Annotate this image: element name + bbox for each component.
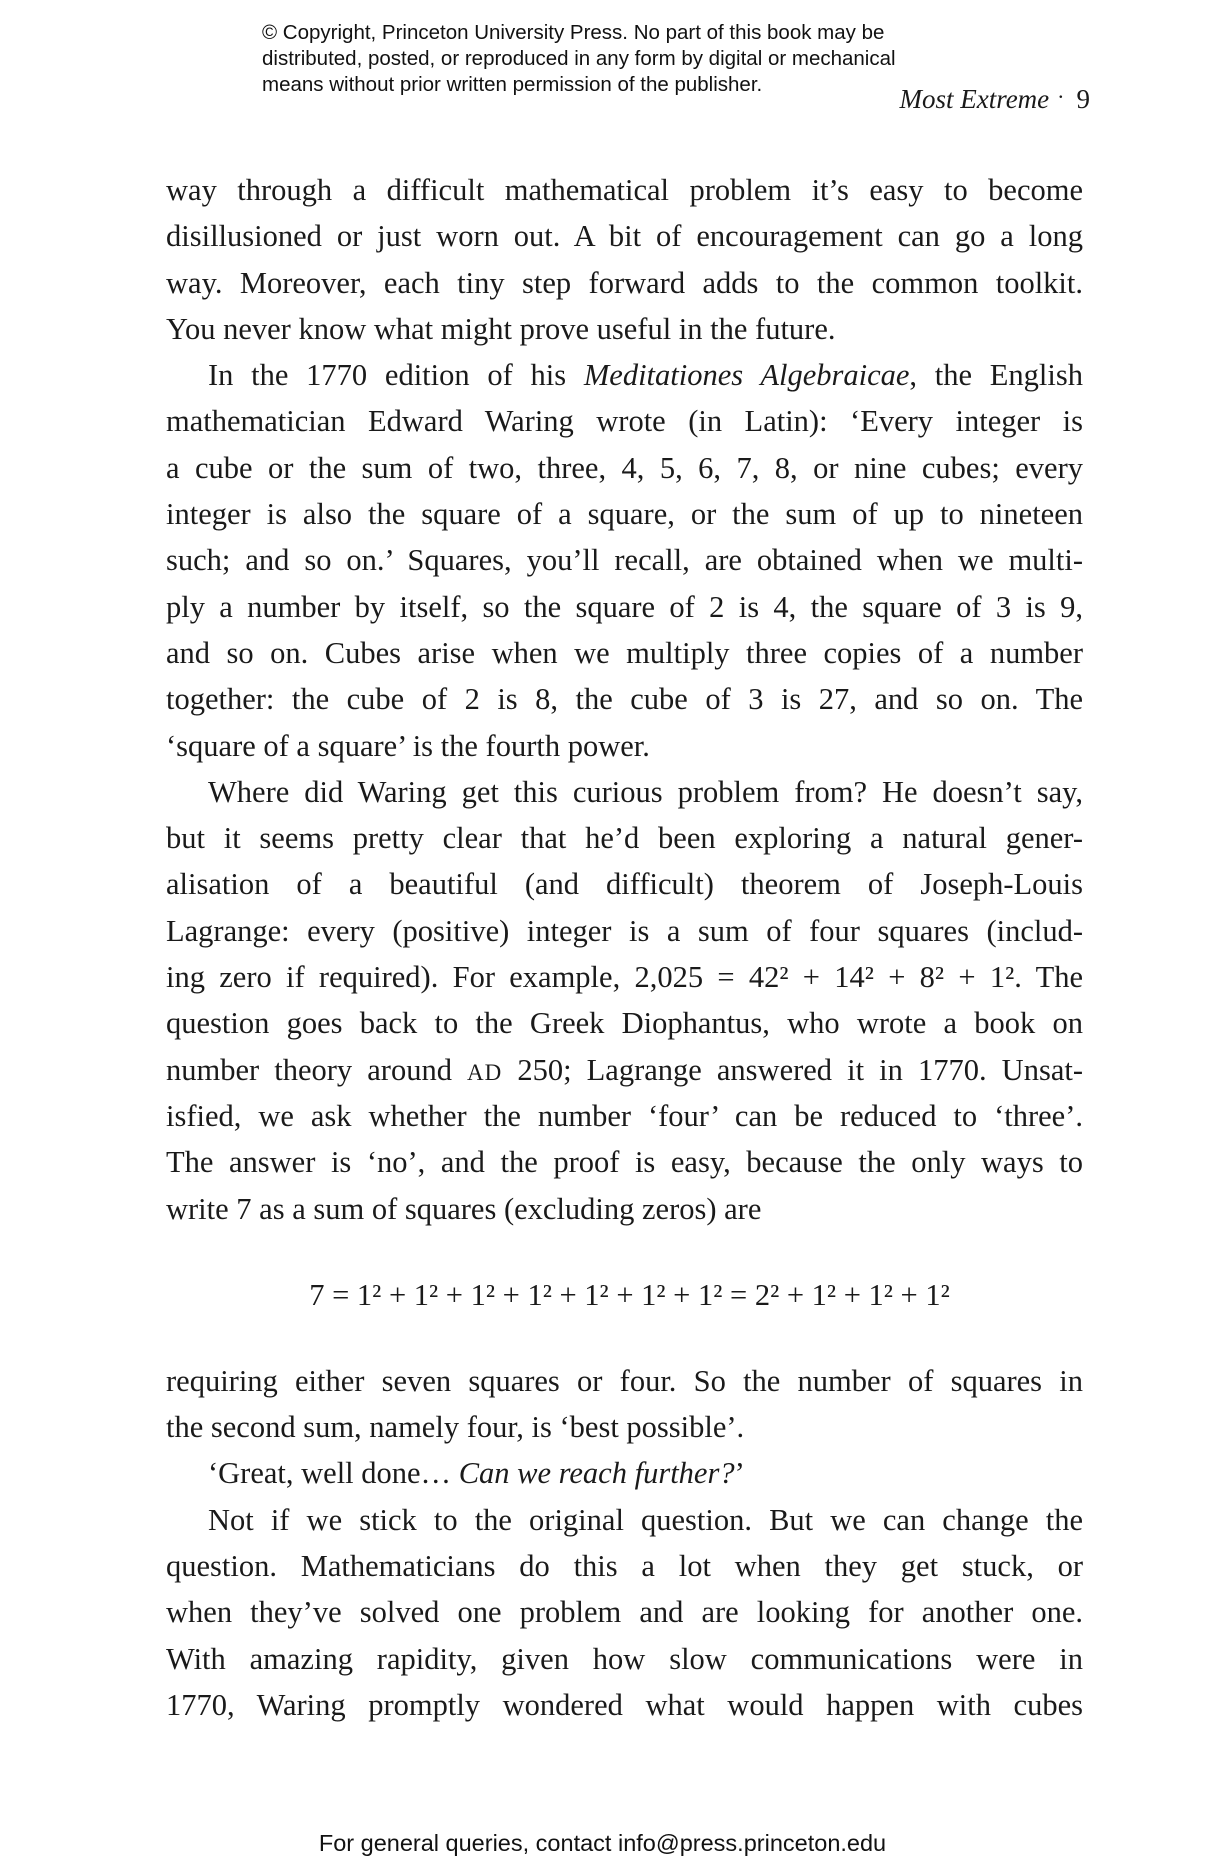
text-line: way. Moreover, each tiny step forward adds to the common toolkit. [166,265,1083,300]
paragraph [166,167,1083,352]
text-line: integer is also the square of a square, or the sum of up to nineteen [166,497,1083,532]
body-text [166,167,1083,1728]
paragraph [166,352,1083,769]
paragraph [166,1450,1083,1496]
running-head [700,84,1090,115]
copyright-line: distributed, posted, or reproduced in any form by digital or mechanical [262,47,896,70]
text-span: ’ [734,1456,745,1491]
text-line: question goes back to the Greek Diophantus, who wrote a book on [166,1006,1083,1041]
paragraph [166,1358,1083,1451]
text-line: question. Mathematicians do this a lot when they get stuck, or [166,1549,1083,1584]
quote-italic: Can we reach further? [458,1456,735,1491]
text-span: ‘Great, well done… [208,1456,459,1491]
text-line: when they’ve solved one problem and are looking for another one. [166,1595,1083,1630]
paragraph [166,1497,1083,1728]
footer-contact: For general queries, contact info@press.princeton.edu [318,1830,887,1856]
text-line: the second sum, namely four, is ‘best possible’. [166,1410,745,1445]
text-span: number theory around [166,1052,468,1087]
text-line: such; and so on.’ Squares, you’ll recall, are obtained when we multi- [166,543,1083,578]
text-line: Lagrange: every (positive) integer is a sum of four squares (includ- [166,913,1083,948]
text-line: but it seems pretty clear that he’d been exploring a natural gener- [166,821,1083,856]
paragraph [166,769,1083,1232]
text-line [166,1047,1083,1093]
copyright-line: means without prior written permission of the publisher. [262,73,763,96]
text-line: write 7 as a sum of squares (excluding zeros) are [166,1191,762,1226]
text-line: Where did Waring get this curious problem from? He doesn’t say, [208,774,1083,809]
running-head-separator: · [1057,84,1065,109]
quote-line [166,1450,1083,1496]
text-line: requiring either seven squares or four. So the number of squares in [166,1363,1083,1398]
page-number: 9 [1076,84,1090,114]
equation: 7 = 1² + 1² + 1² + 1² + 1² + 1² + 1² = 2² + 1² + 1² + 1² [309,1277,950,1312]
text-line: a cube or the sum of two, three, 4, 5, 6, 7, 8, or nine cubes; every [166,450,1083,485]
text-line: and so on. Cubes arise when we multiply three copies of a number [166,635,1083,670]
text-span: , the English [909,358,1083,393]
text-line: Not if we stick to the original question. But we can change the [208,1502,1083,1537]
text-line: You never know what might prove useful in the future. [166,311,836,346]
text-line: ‘square of a square’ is the fourth power. [166,728,650,763]
text-line: ply a number by itself, so the square of 2 is 4, the square of 3 is 9, [166,589,1083,624]
text-span: In the 1770 edition of his [208,358,584,393]
text-line: The answer is ‘no’, and the proof is easy, because the only ways to [166,1145,1083,1180]
text-span: 250; Lagrange answered it in 1770. Unsat- [502,1052,1083,1087]
text-line: way through a difficult mathematical problem it’s easy to become [166,173,1083,207]
text-line: alisation of a beautiful (and difficult) theorem of Joseph-Louis [166,867,1083,902]
text-line: together: the cube of 2 is 8, the cube of 3 is 27, and so on. The [166,682,1083,717]
copyright-line: © Copyright, Princeton University Press. No part of this book may be [262,21,885,44]
book-title: Meditationes Algebraicae [583,358,910,393]
text-line: With amazing rapidity, given how slow communications were in [166,1641,1083,1676]
running-head-title: Most Extreme [899,84,1050,114]
text-line: 1770, Waring promptly wondered what would happen with cubes [166,1687,1083,1722]
text-line [166,352,1083,398]
text-line: isfied, we ask whether the number ‘four’ can be reduced to ‘three’. [166,1098,1083,1133]
era-abbreviation: AD [467,1059,503,1085]
text-line: disillusioned or just worn out. A bit of encouragement can go a long [166,219,1083,254]
text-line: ing zero if required). For example, 2,025 = 42² + 14² + 8² + 1². The [166,960,1083,995]
text-line: mathematician Edward Waring wrote (in Latin): ‘Every integer is [166,404,1083,439]
